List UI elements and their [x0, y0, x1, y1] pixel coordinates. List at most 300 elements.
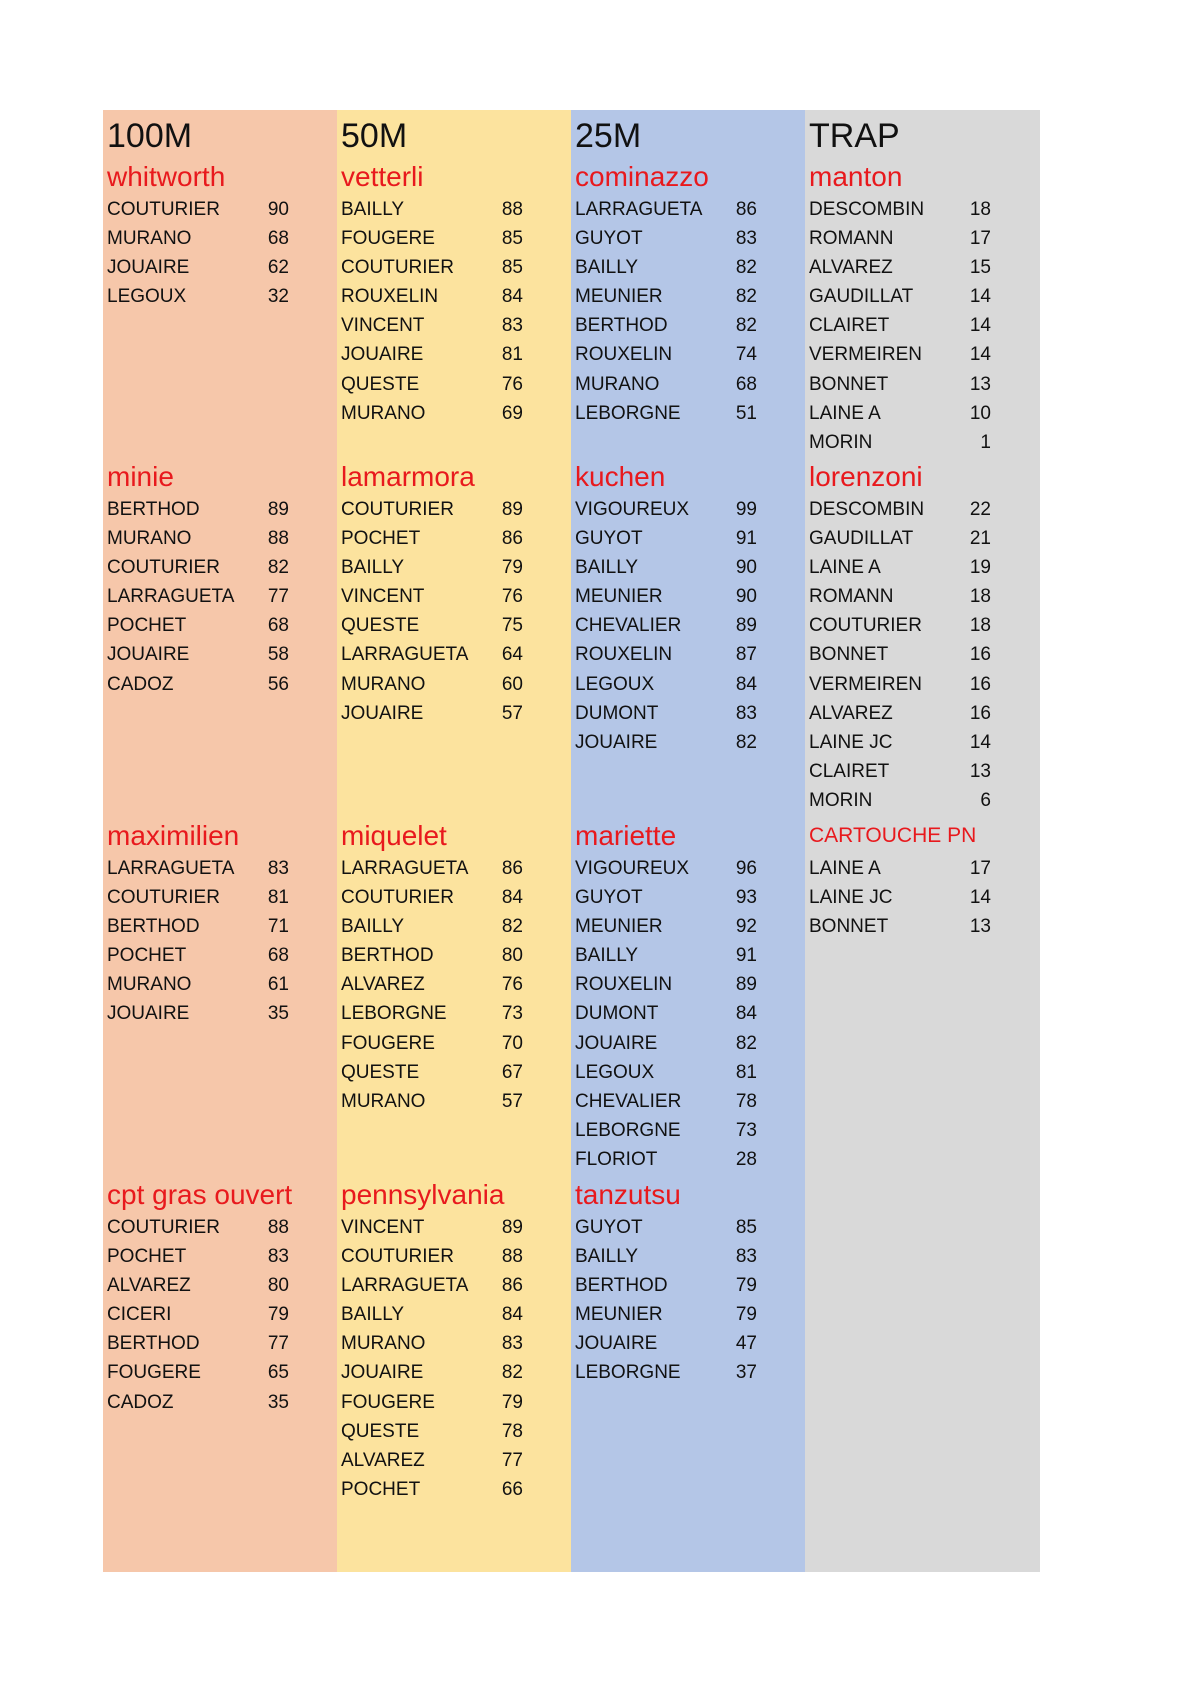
shooter-score: 78: [735, 1090, 757, 1112]
result-row: [575, 195, 805, 224]
event-title: cpt gras ouvert: [107, 1179, 293, 1210]
result-row: [809, 282, 1040, 311]
shooter-name: BAILLY: [575, 557, 639, 579]
result-row: [341, 311, 571, 340]
shooter-name: VINCENT: [341, 1217, 425, 1238]
shooter-score: 89: [501, 499, 523, 520]
event-block: [107, 160, 337, 311]
result-row: [107, 883, 337, 912]
shooter-score: 89: [501, 1217, 523, 1238]
shooter-score: 77: [267, 586, 289, 608]
shooter-score: 85: [501, 228, 523, 250]
result-row: [575, 941, 805, 970]
shooter-score: 92: [735, 916, 757, 938]
result-row: [575, 699, 805, 728]
shooter-name: LAINE JC: [809, 731, 893, 753]
event-block: [575, 460, 805, 757]
column-100m: [103, 110, 337, 1572]
shooter-score: 69: [501, 402, 523, 424]
shooter-score: 77: [501, 1449, 523, 1471]
shooter-score: 16: [969, 644, 991, 666]
shooter-name: LARRAGUETA: [107, 586, 235, 608]
shooter-name: COUTURIER: [341, 499, 454, 520]
result-row: [341, 854, 571, 883]
result-row: [107, 224, 337, 253]
result-row: [107, 553, 337, 582]
shooter-name: CADOZ: [107, 673, 174, 695]
shooter-score: 61: [267, 974, 289, 996]
column-title: 25M: [575, 117, 642, 155]
shooter-name: MURANO: [341, 402, 426, 424]
event-title: kuchen: [575, 461, 666, 492]
result-row: [107, 1271, 337, 1300]
shooter-name: DUMONT: [575, 1003, 659, 1025]
shooter-name: GAUDILLAT: [809, 528, 914, 550]
event-block: [107, 1178, 337, 1417]
result-row: [809, 399, 1040, 428]
result-row: [809, 253, 1040, 282]
result-row: [107, 912, 337, 941]
shooter-score: 18: [969, 199, 991, 220]
shooter-name: CLAIRET: [809, 315, 890, 337]
result-row: [575, 495, 805, 524]
result-row: [809, 611, 1040, 640]
result-row: [107, 640, 337, 669]
result-row: [809, 912, 1040, 941]
shooter-name: MORIN: [809, 789, 873, 811]
result-row: [575, 1116, 805, 1145]
shooter-score: 81: [267, 887, 289, 909]
result-row: [809, 370, 1040, 399]
shooter-score: 37: [735, 1362, 757, 1384]
shooter-score: 56: [267, 673, 289, 695]
shooter-name: LARRAGUETA: [575, 199, 703, 220]
results-list: [341, 495, 571, 728]
shooter-name: LAINE A: [809, 402, 881, 424]
result-row: [809, 883, 1040, 912]
shooter-name: JOUAIRE: [107, 257, 190, 279]
event-block: [809, 160, 1040, 457]
shooter-score: 86: [735, 199, 757, 220]
event-title: mariette: [575, 820, 677, 851]
shooter-name: LARRAGUETA: [341, 858, 469, 879]
shooter-score: 82: [267, 557, 289, 579]
shooter-score: 18: [969, 615, 991, 637]
shooter-name: LEBORGNE: [575, 402, 681, 424]
shooter-name: GUYOT: [575, 228, 643, 250]
shooter-name: BONNET: [809, 644, 889, 666]
shooter-name: MURANO: [107, 528, 192, 550]
shooter-name: QUESTE: [341, 373, 420, 395]
shooter-score: 10: [969, 402, 991, 424]
event-block: [809, 819, 1040, 941]
shooter-name: JOUAIRE: [107, 644, 190, 666]
shooter-name: MURANO: [575, 373, 660, 395]
event-title: miquelet: [341, 820, 447, 851]
shooter-name: MORIN: [809, 431, 873, 453]
shooter-name: VINCENT: [341, 586, 425, 608]
shooter-name: ROMANN: [809, 586, 894, 608]
result-row: [575, 970, 805, 999]
result-row: [575, 640, 805, 669]
result-row: [575, 728, 805, 757]
shooter-name: ALVAREZ: [341, 1449, 425, 1471]
shooter-name: QUESTE: [341, 1420, 420, 1442]
shooter-name: LEBORGNE: [341, 1003, 447, 1025]
result-row: [575, 582, 805, 611]
results-sheet: [103, 110, 1040, 1572]
shooter-score: 80: [267, 1275, 289, 1297]
shooter-name: BERTHOD: [107, 499, 200, 520]
shooter-name: ALVAREZ: [107, 1275, 191, 1297]
shooter-score: 84: [735, 673, 757, 695]
shooter-score: 83: [735, 702, 757, 724]
shooter-score: 73: [501, 1003, 523, 1025]
shooter-score: 90: [735, 586, 757, 608]
shooter-name: BAILLY: [575, 945, 639, 967]
result-row: [341, 1475, 571, 1504]
event-title: cominazzo: [575, 161, 709, 192]
results-list: [575, 1213, 805, 1388]
result-row: [341, 253, 571, 282]
shooter-name: LEBORGNE: [575, 1119, 681, 1141]
shooter-name: GUYOT: [575, 1217, 643, 1238]
shooter-score: 88: [501, 1246, 523, 1268]
event-block: [575, 160, 805, 428]
shooter-name: MEUNIER: [575, 286, 663, 308]
result-row: [107, 999, 337, 1028]
shooter-name: DESCOMBIN: [809, 499, 925, 520]
shooter-score: 79: [735, 1304, 757, 1326]
shooter-name: LARRAGUETA: [341, 1275, 469, 1297]
shooter-score: 65: [267, 1362, 289, 1384]
result-row: [575, 253, 805, 282]
result-row: [341, 941, 571, 970]
shooter-score: 32: [267, 286, 289, 308]
result-row: [809, 582, 1040, 611]
shooter-name: ROMANN: [809, 228, 894, 250]
shooter-name: QUESTE: [341, 1061, 420, 1083]
result-row: [575, 1300, 805, 1329]
shooter-name: FOUGERE: [341, 1391, 435, 1413]
result-row: [575, 1329, 805, 1358]
shooter-score: 82: [501, 916, 523, 938]
shooter-name: BERTHOD: [107, 916, 200, 938]
result-row: [341, 282, 571, 311]
result-row: [341, 611, 571, 640]
shooter-score: 82: [735, 315, 757, 337]
shooter-score: 89: [735, 974, 757, 996]
shooter-score: 89: [735, 615, 757, 637]
shooter-score: 96: [735, 858, 757, 879]
shooter-score: 17: [969, 228, 991, 250]
shooter-score: 79: [735, 1275, 757, 1297]
result-row: [575, 399, 805, 428]
shooter-name: MURANO: [107, 974, 192, 996]
column-title: TRAP: [809, 117, 900, 155]
event-title: lorenzoni: [809, 461, 923, 492]
shooter-score: 85: [735, 1217, 757, 1238]
shooter-name: LAINE A: [809, 557, 881, 579]
result-row: [341, 399, 571, 428]
shooter-score: 68: [267, 228, 289, 250]
shooter-score: 76: [501, 974, 523, 996]
result-row: [107, 1358, 337, 1387]
shooter-score: 15: [969, 257, 991, 279]
shooter-name: VERMEIREN: [809, 344, 922, 366]
shooter-score: 21: [969, 528, 991, 550]
result-row: [809, 640, 1040, 669]
result-row: [107, 670, 337, 699]
result-row: [341, 1388, 571, 1417]
result-row: [107, 1388, 337, 1417]
event-title: maximilien: [107, 820, 240, 851]
shooter-name: JOUAIRE: [575, 1333, 658, 1355]
result-row: [575, 883, 805, 912]
shooter-score: 77: [267, 1333, 289, 1355]
event-block: [575, 819, 805, 1174]
shooter-name: BERTHOD: [107, 1333, 200, 1355]
shooter-score: 17: [969, 858, 991, 879]
result-row: [341, 1087, 571, 1116]
shooter-score: 60: [501, 673, 523, 695]
result-row: [107, 1242, 337, 1271]
shooter-name: JOUAIRE: [341, 1362, 424, 1384]
shooter-score: 14: [969, 731, 991, 753]
result-row: [341, 883, 571, 912]
shooter-score: 13: [969, 373, 991, 395]
shooter-score: 79: [501, 1391, 523, 1413]
shooter-name: BAILLY: [341, 1304, 405, 1326]
shooter-name: MEUNIER: [575, 916, 663, 938]
shooter-score: 67: [501, 1061, 523, 1083]
result-row: [809, 428, 1040, 457]
results-list: [575, 854, 805, 1174]
result-row: [341, 1329, 571, 1358]
result-row: [809, 757, 1040, 786]
shooter-score: 68: [267, 615, 289, 637]
results-list: [341, 1213, 571, 1504]
shooter-score: 78: [501, 1420, 523, 1442]
shooter-score: 87: [735, 644, 757, 666]
shooter-name: FLORIOT: [575, 1148, 658, 1170]
shooter-name: ALVAREZ: [809, 257, 893, 279]
shooter-score: 82: [735, 731, 757, 753]
shooter-score: 66: [501, 1478, 523, 1500]
result-row: [575, 912, 805, 941]
result-row: [575, 1358, 805, 1387]
shooter-name: FOUGERE: [107, 1362, 201, 1384]
result-row: [809, 728, 1040, 757]
shooter-score: 86: [501, 858, 523, 879]
event-block: [341, 819, 571, 1116]
shooter-score: 62: [267, 257, 289, 279]
shooter-score: 13: [969, 760, 991, 782]
shooter-score: 68: [735, 373, 757, 395]
shooter-name: JOUAIRE: [341, 702, 424, 724]
shooter-score: 57: [501, 702, 523, 724]
shooter-name: COUTURIER: [809, 615, 922, 637]
result-row: [107, 1300, 337, 1329]
shooter-name: ROUXELIN: [575, 344, 673, 366]
shooter-name: BERTHOD: [341, 945, 434, 967]
shooter-score: 79: [267, 1304, 289, 1326]
shooter-name: POCHET: [107, 945, 187, 967]
result-row: [575, 1271, 805, 1300]
shooter-score: 86: [501, 528, 523, 550]
shooter-name: JOUAIRE: [575, 731, 658, 753]
event-title: pennsylvania: [341, 1179, 505, 1210]
result-row: [107, 195, 337, 224]
shooter-score: 28: [735, 1148, 757, 1170]
results-list: [809, 195, 1040, 457]
shooter-name: BERTHOD: [575, 1275, 668, 1297]
result-row: [575, 1029, 805, 1058]
shooter-score: 14: [969, 315, 991, 337]
shooter-score: 91: [735, 528, 757, 550]
column-50m: [337, 110, 571, 1572]
result-row: [575, 1242, 805, 1271]
result-row: [341, 195, 571, 224]
result-row: [809, 495, 1040, 524]
shooter-name: DESCOMBIN: [809, 199, 925, 220]
shooter-name: VIGOUREUX: [575, 858, 690, 879]
shooter-name: BAILLY: [575, 257, 639, 279]
result-row: [575, 1145, 805, 1174]
shooter-name: FOUGERE: [341, 228, 435, 250]
shooter-name: MURANO: [341, 673, 426, 695]
result-row: [575, 524, 805, 553]
shooter-score: 84: [501, 887, 523, 909]
shooter-name: COUTURIER: [107, 557, 220, 579]
shooter-name: QUESTE: [341, 615, 420, 637]
shooter-name: LEBORGNE: [575, 1362, 681, 1384]
result-row: [341, 1358, 571, 1387]
shooter-name: BAILLY: [575, 1246, 639, 1268]
shooter-score: 80: [501, 945, 523, 967]
shooter-score: 57: [501, 1090, 523, 1112]
shooter-name: POCHET: [107, 615, 187, 637]
results-list: [107, 854, 337, 1029]
shooter-name: GAUDILLAT: [809, 286, 914, 308]
shooter-score: 51: [735, 402, 757, 424]
shooter-name: ROUXELIN: [575, 974, 673, 996]
shooter-score: 71: [267, 916, 289, 938]
shooter-score: 18: [969, 586, 991, 608]
shooter-name: FOUGERE: [341, 1032, 435, 1054]
shooter-score: 82: [735, 257, 757, 279]
shooter-score: 82: [501, 1362, 523, 1384]
result-row: [575, 1213, 805, 1242]
result-row: [809, 524, 1040, 553]
shooter-name: CHEVALIER: [575, 1090, 682, 1112]
shooter-score: 13: [969, 916, 991, 938]
shooter-score: 88: [267, 1217, 289, 1238]
shooter-score: 89: [267, 499, 289, 520]
shooter-score: 88: [501, 199, 523, 220]
shooter-name: ROUXELIN: [341, 286, 439, 308]
result-row: [341, 640, 571, 669]
shooter-score: 76: [501, 586, 523, 608]
shooter-score: 19: [969, 557, 991, 579]
shooter-name: COUTURIER: [107, 199, 220, 220]
shooter-score: 81: [735, 1061, 757, 1083]
shooter-score: 14: [969, 887, 991, 909]
shooter-score: 75: [501, 615, 523, 637]
shooter-score: 83: [267, 1246, 289, 1268]
shooter-name: MURANO: [341, 1090, 426, 1112]
results-list: [575, 495, 805, 757]
shooter-name: DUMONT: [575, 702, 659, 724]
shooter-name: VINCENT: [341, 315, 425, 337]
shooter-score: 83: [267, 858, 289, 879]
event-block: [107, 460, 337, 699]
shooter-name: VIGOUREUX: [575, 499, 690, 520]
result-row: [341, 1417, 571, 1446]
result-row: [809, 311, 1040, 340]
result-row: [809, 553, 1040, 582]
event-block: [809, 460, 1040, 815]
column-trap: [805, 110, 1040, 1572]
results-list: [341, 854, 571, 1116]
shooter-score: 58: [267, 644, 289, 666]
shooter-score: 99: [735, 499, 757, 520]
shooter-name: LARRAGUETA: [107, 858, 235, 879]
result-row: [575, 1087, 805, 1116]
shooter-score: 76: [501, 373, 523, 395]
shooter-name: CADOZ: [107, 1391, 174, 1413]
shooter-score: 74: [735, 344, 757, 366]
result-row: [107, 611, 337, 640]
result-row: [341, 340, 571, 369]
shooter-name: BAILLY: [341, 916, 405, 938]
event-block: [107, 819, 337, 1029]
shooter-score: 83: [501, 1333, 523, 1355]
event-title: tanzutsu: [575, 1179, 681, 1210]
results-list: [107, 195, 337, 311]
event-title: vetterli: [341, 161, 424, 192]
shooter-score: 84: [501, 1304, 523, 1326]
result-row: [809, 195, 1040, 224]
shooter-score: 84: [501, 286, 523, 308]
shooter-name: COUTURIER: [107, 1217, 220, 1238]
result-row: [341, 999, 571, 1028]
shooter-score: 90: [735, 557, 757, 579]
shooter-score: 47: [735, 1333, 757, 1355]
shooter-score: 35: [267, 1003, 289, 1025]
result-row: [341, 670, 571, 699]
result-row: [341, 524, 571, 553]
shooter-name: LEGOUX: [107, 286, 187, 308]
result-row: [575, 999, 805, 1028]
shooter-score: 14: [969, 286, 991, 308]
shooter-score: 82: [735, 1032, 757, 1054]
result-row: [107, 582, 337, 611]
shooter-name: BAILLY: [341, 557, 405, 579]
result-row: [107, 970, 337, 999]
shooter-name: LEGOUX: [575, 1061, 655, 1083]
result-row: [341, 1058, 571, 1087]
results-list: [107, 1213, 337, 1417]
result-row: [809, 699, 1040, 728]
result-row: [107, 524, 337, 553]
shooter-score: 35: [267, 1391, 289, 1413]
result-row: [575, 553, 805, 582]
shooter-name: JOUAIRE: [107, 1003, 190, 1025]
shooter-score: 16: [969, 673, 991, 695]
result-row: [341, 1242, 571, 1271]
column-title: 50M: [341, 117, 408, 155]
